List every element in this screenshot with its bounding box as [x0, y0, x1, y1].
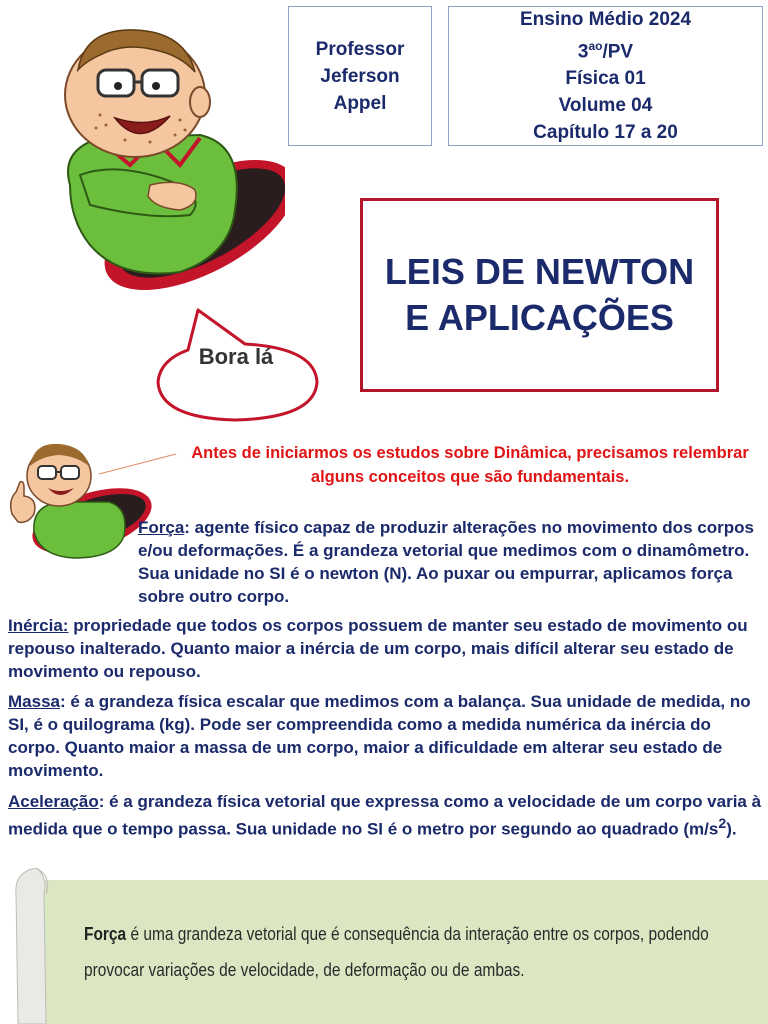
professor-line-2: Jeferson [320, 65, 400, 87]
course-info-box [448, 6, 763, 146]
intro-text: Antes de iniciarmos os estudos sobre Dinâmica, precisamos relembrar alguns conceitos que são fundamentais. [191, 444, 749, 486]
professor-cartoon-large-icon [30, 10, 285, 290]
term-forca: Força [138, 518, 185, 537]
term-aceleracao: Aceleração [8, 792, 99, 811]
page-title-line-2: E APLICAÇÕES [405, 297, 674, 338]
force-definition-text: Força é uma grandeza vetorial que é consequência da interação entre os corpos, podendo provocar variações de velocidade, de deformação ou de ambas. [84, 924, 709, 980]
professor-line-3: Appel [333, 92, 387, 114]
page-title-box [360, 198, 719, 392]
definition-forca: Força: agente físico capaz de produzir alterações no movimento dos corpos e/ou deformações. É a grandeza vetorial que medimos com o dinamômetro. Sua unidade no SI é o newton (N). Ao puxar ou empurrar, aplicamos força sobre outro corpo. [138, 518, 754, 606]
professor-box [288, 6, 432, 146]
course-year: Ensino Médio 2024 [519, 8, 692, 30]
definition-aceleracao: Aceleração: é a grandeza física vetorial que expressa como a velocidade de um corpo varia à medida que o tempo passa. Sua unidade no SI é o metro por segundo ao quadrado $(m/s^2)$. [8, 792, 762, 839]
course-chapters: Capítulo 17 a 20 [533, 122, 678, 144]
term-inercia: Inércia: [8, 616, 69, 635]
definition-massa: Massa: é a grandeza física escalar que medimos com a balança. Sua unidade de medida, no SI, é o quilograma (kg). Pode ser compreendida como a medida numérica da inércia do corpo. Quanto maior a massa de um corpo, maior a dificuldade em alterar seu estado de movimento. [8, 692, 751, 780]
professor-line-1: Professor [315, 38, 405, 60]
course-class: $3^{ao}/PV$ [577, 38, 634, 63]
course-volume: Volume 04 [558, 95, 653, 117]
force-definition-term: Força [84, 924, 127, 944]
term-massa: Massa [8, 692, 60, 711]
page-title-line-1: LEIS DE NEWTON [384, 251, 695, 292]
speech-bubble-text: Bora lá [198, 344, 274, 369]
course-subject: Física 01 [565, 68, 646, 90]
paper-curl-icon [6, 868, 54, 1024]
definition-inercia: Inércia: propriedade que todos os corpos possuem de manter seu estado de movimento ou repouso inalterado. Quanto maior a inércia de um corpo, mais difícil alterar seu estado de movimento ou repouso. [8, 616, 748, 681]
